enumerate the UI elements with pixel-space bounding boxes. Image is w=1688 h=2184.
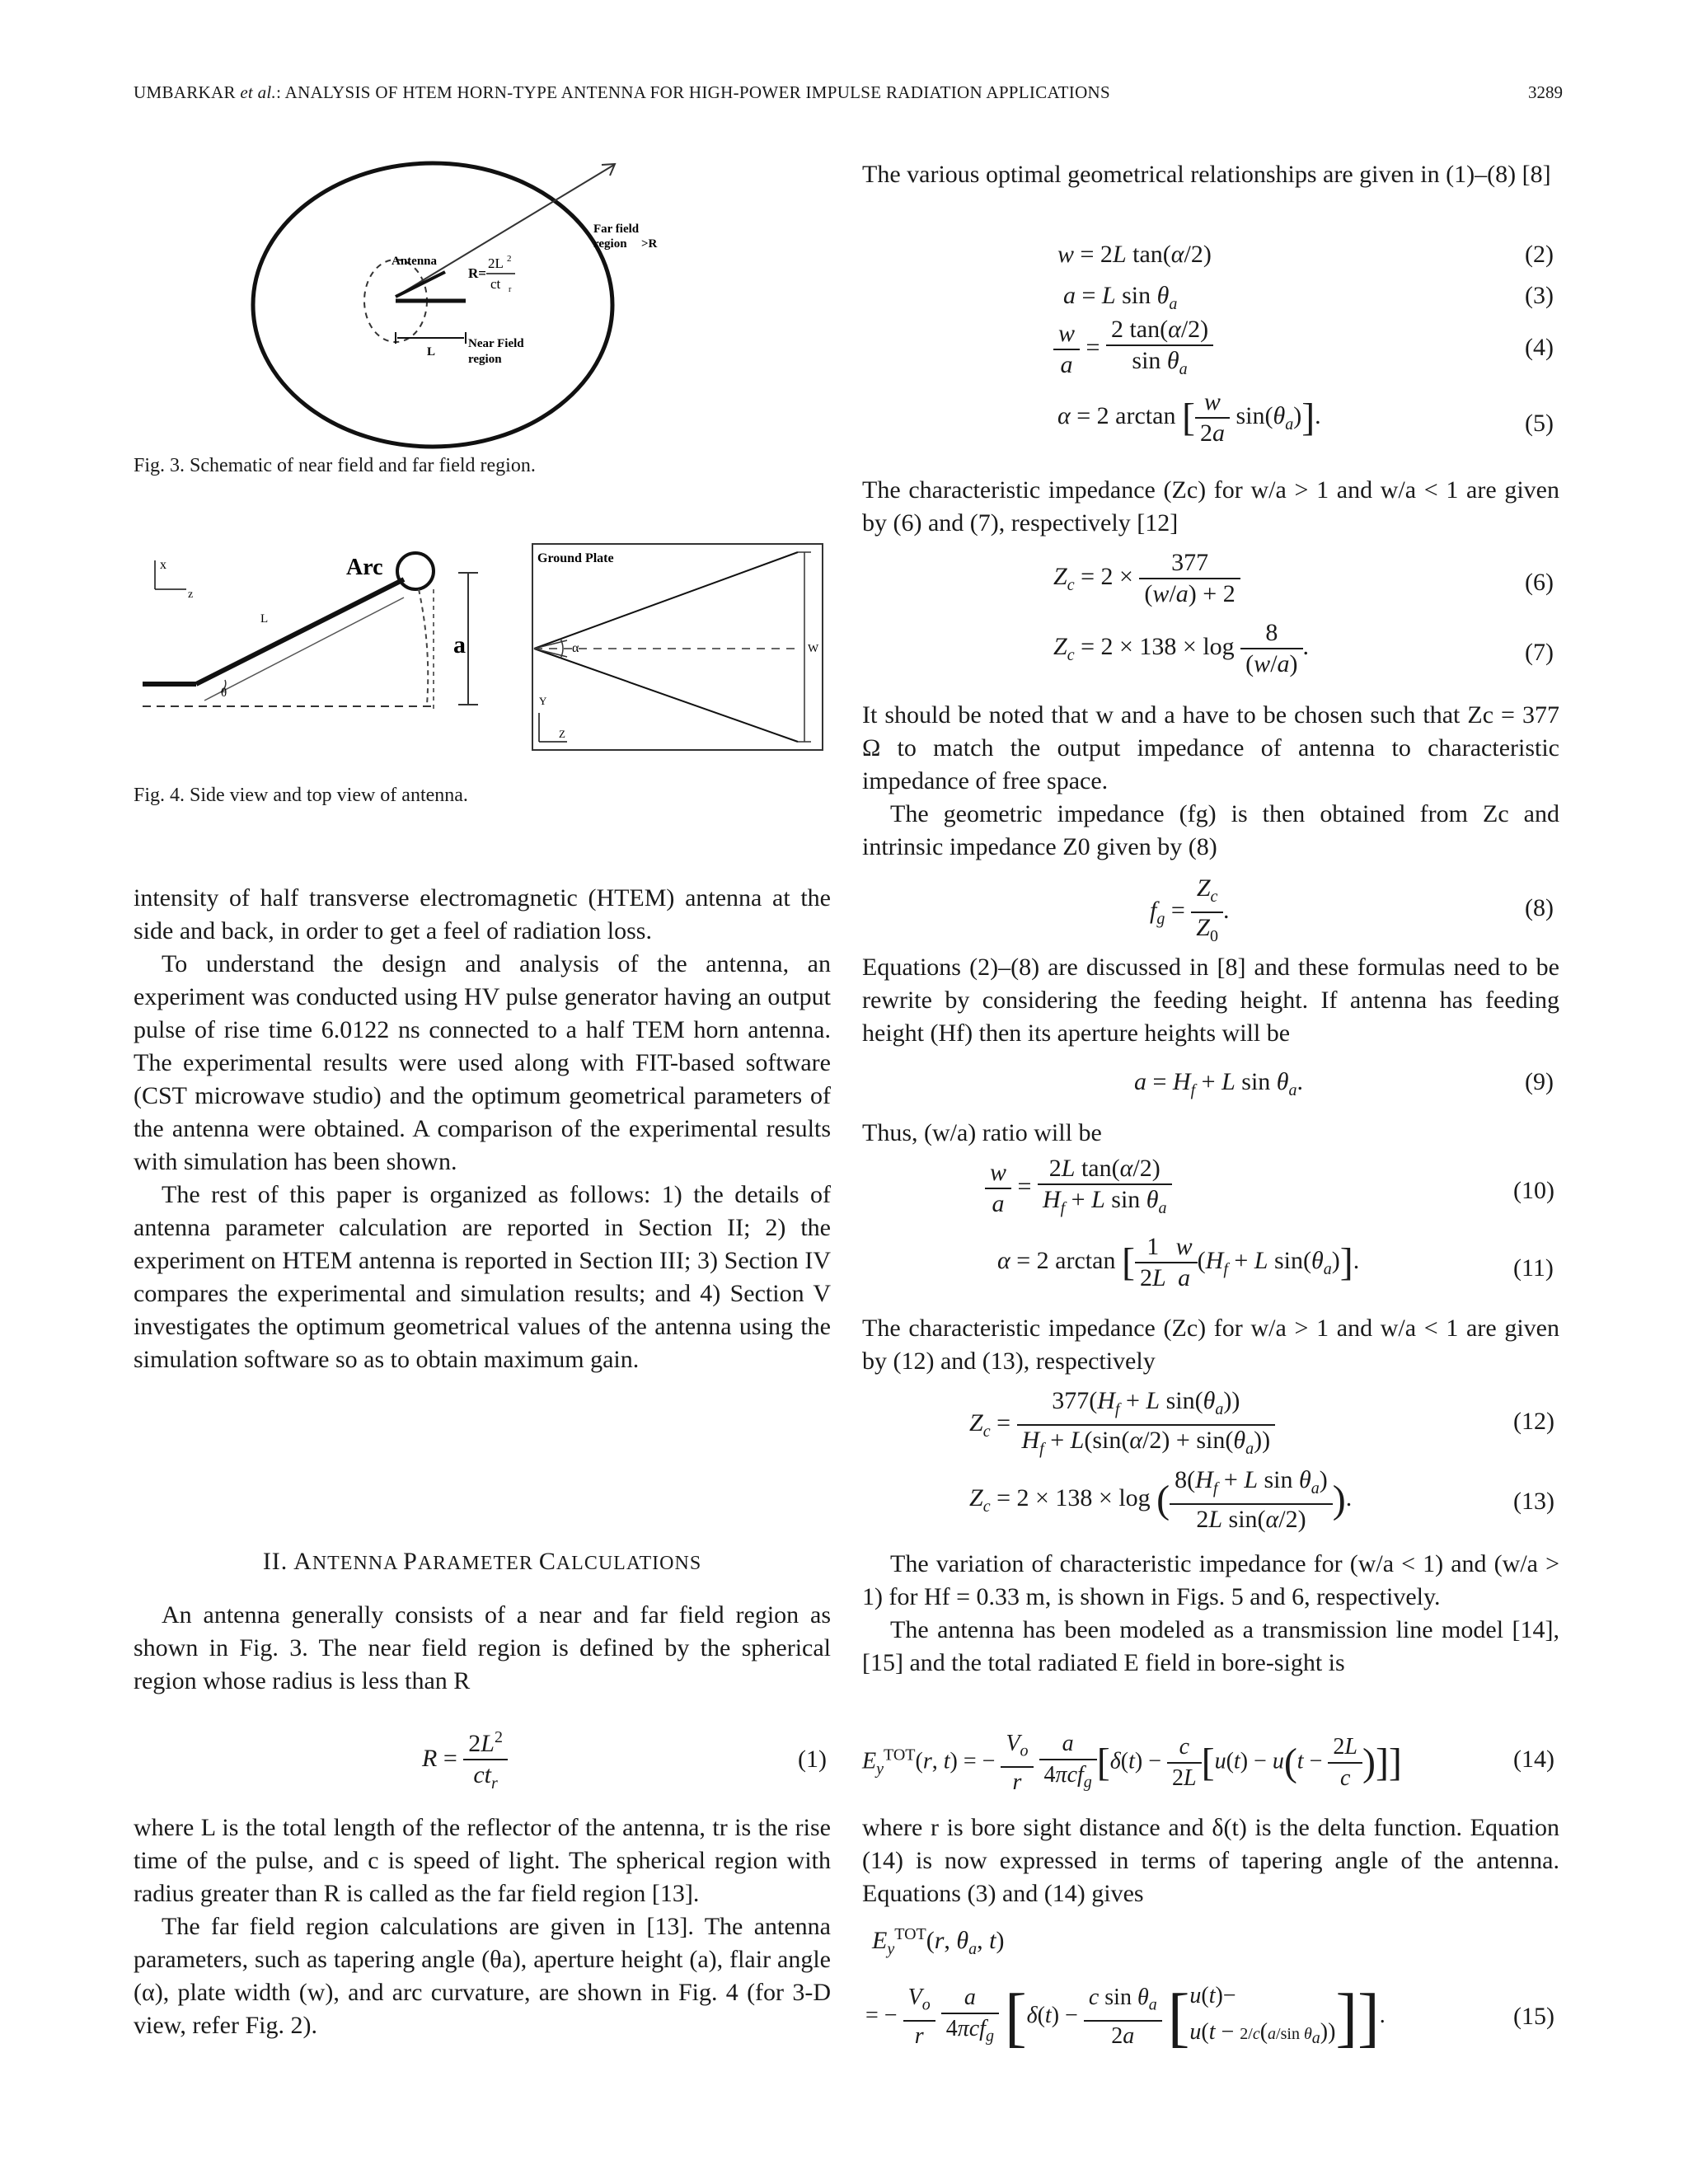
equation-9-number: (9): [1525, 1068, 1554, 1095]
equation-14-number: (14): [1513, 1746, 1554, 1773]
equation-15-number: (15): [1513, 2003, 1554, 2030]
label-R-eq: R=: [468, 265, 486, 281]
label-near-region: region: [468, 353, 502, 366]
paragraph-377-ohm: It should be noted that w and a have to be chosen such that Zc = 377 Ω to match the output impedance of antenna to characteristic impedance of free space.: [862, 701, 1559, 794]
label-ctr: ct: [490, 276, 501, 292]
paragraph-organization: The rest of this paper is organized as follows: 1) the details of antenna parameter calculation are reported in Section II; 2) the experiment on HTEM antenna is reported in Section III; 3) Section IV compares the experimental and simulation results; and 4) Section V investigates the optimum geometrical values of the antenna using the simulation software so as to obtain maximum gain.: [134, 1181, 831, 1373]
equation-12-number: (12): [1513, 1408, 1554, 1435]
label-alpha: α: [572, 641, 579, 655]
svg-text:r: r: [509, 285, 512, 294]
equation-7-number: (7): [1525, 639, 1554, 666]
equation-8: $f_g$ = $\frac{Z_c}{Z_0}$ .: [1150, 874, 1230, 945]
section-number: II.: [262, 1548, 294, 1575]
equation-10: $\frac{w}{a}$ = $\frac{\text{2L tan(α/2)}}{H_f + L \sin \theta_a}$: [985, 1154, 1172, 1223]
section-heading-II: [134, 1548, 831, 1576]
equation-3: a = L $\sin \theta_a$: [1063, 282, 1178, 313]
equation-10-number: (10): [1513, 1177, 1554, 1204]
equation-5-number: (5): [1525, 410, 1554, 437]
label-2L2: 2L: [488, 255, 504, 271]
section-word-ntenna: NTENNA: [312, 1553, 404, 1574]
equation-4-number: (4): [1525, 334, 1554, 361]
label-Z: Z: [559, 728, 565, 740]
label-ground-plate: Ground Plate: [537, 551, 614, 565]
figure-4: [138, 540, 831, 762]
label-arc: Arc: [346, 555, 383, 580]
svg-text:2: 2: [507, 254, 512, 264]
equation-15: = − $\frac{V_o}{r}$ $\frac{a}{4\pi cf_g}$ [δ(t) − $\frac{c \sin \theta_a}{2a}$ [u(t)− u(t − 2/c(a/sin $\theta_a$))]].: [865, 1980, 1386, 2054]
running-head-title: : ANALYSIS OF HTEM HORN-TYPE ANTENNA FOR HIGH-POWER IMPULSE RADIATION APPLICATIONS: [276, 82, 1110, 102]
left-column-lower: [134, 1811, 831, 2042]
equation-1-number: (1): [798, 1746, 827, 1773]
equation-4: $\frac{w}{a}$ = $\frac{2 \tan(\alpha/2)}{\sin \theta_a}$: [1053, 315, 1213, 384]
paragraph-ratio: Thus, (w/a) ratio will be: [862, 1119, 1102, 1146]
page-number: 3289: [1528, 82, 1563, 102]
paragraph-bore-sight: where r is bore sight distance and δ(t) is the delta function. Equation (14) is now expressed in terms of tapering angle of the antenna. Equations (3) and (14) gives: [862, 1814, 1559, 1907]
equation-1: R = $\frac{2L^2}{ct_r}$: [422, 1722, 508, 1798]
paragraph-char-impedance: The characteristic impedance (Zc) for w/a > 1 and w/a < 1 are given by (6) and (7), respectively [12]: [862, 476, 1559, 537]
label-Y: Y: [539, 695, 547, 707]
paragraph-variation: The variation of characteristic impedance for (w/a < 1) and (w/a > 1) for Hf = 0.33 m, is shown in Figs. 5 and 6, respectively.: [862, 1550, 1559, 1610]
figure-4-caption: Fig. 4. Side view and top view of antenna.: [134, 785, 468, 806]
equation-15-lhs: $E_y^{TOT}(r$, $\theta_a$, t): [872, 1925, 1005, 1958]
equation-7: $Z_c = 2 \times 138 \times \log$ $\frac{8}{(w/a)}$ .: [1053, 619, 1310, 677]
label-x: x: [160, 558, 166, 572]
running-head-etal: et al.: [240, 82, 277, 102]
paragraph-near-far: An antenna generally consists of a near and far field region as shown in Fig. 3. The near field region is defined by the spherical region whose radius is less than R: [134, 1601, 831, 1694]
right-column-mid: [862, 699, 1559, 864]
section-letter-P: P: [403, 1548, 418, 1575]
paragraph-geometric-impedance: The geometric impedance (fg) is then obtained from Zc and intrinsic impedance Z0 given by (8): [862, 800, 1559, 860]
section-word-arameter: ARAMETER: [417, 1553, 539, 1574]
equation-8-number: (8): [1525, 894, 1554, 921]
paragraph-far-field-calc: The far field region calculations are given in [13]. The antenna parameters, such as tapering angle (θa), aperture height (a), flair angle (α), plate width (w), and arc curvature, are shown in Fig. 4 (for 3-D view, refer Fig. 2).: [134, 1913, 831, 2039]
section-letter-C: C: [538, 1548, 556, 1575]
equation-3-number: (3): [1525, 282, 1554, 309]
figure-3-caption: Fig. 3. Schematic of near field and far field region.: [134, 455, 536, 476]
equation-11-number: (11): [1513, 1254, 1554, 1282]
label-gt-R: >R: [641, 237, 658, 251]
equation-13-number: (13): [1513, 1488, 1554, 1515]
equation-6: $Z_c = 2$ × $\frac{377}{(w/a) + 2}$: [1053, 548, 1240, 609]
paragraph-optimal-relations: The various optimal geometrical relationships are given in (1)–(8) [8]: [862, 161, 1551, 188]
running-head: [134, 82, 1110, 103]
equation-2-number: (2): [1525, 241, 1554, 268]
equation-5: α = 2 arctan [ $\frac{w}{2a}$ $\sin(\theta_a)$].: [1057, 388, 1321, 447]
equation-14: $E_y^{TOT}(r$, t) = − $\frac{V_o}{r}$ $\frac{a}{4\pi cf_g}$ [δ(t) − $\frac{c}{2L}$ [u(t) − u(t − $\frac{2L}{c}$ )]]: [862, 1731, 1402, 1795]
left-column-upper: [134, 882, 831, 1376]
label-W: W: [808, 643, 819, 655]
label-L: L: [427, 345, 436, 359]
label-antenna: Antenna: [392, 255, 438, 268]
label-near-field: Near Field: [468, 337, 524, 350]
figure-3-schematic: [247, 152, 709, 457]
equation-13: $Z_c = 2 \times 138 \times \log$ ( $\frac{8(H_f + L \sin \theta_a)}{\text{2L sin(α/2)}}$ ).: [969, 1466, 1353, 1533]
paragraph-experiment: To understand the design and analysis of the antenna, an experiment was conducted using HV pulse generator having an output pulse of rise time 6.0122 ns connected to a half TEM horn antenna. The experimental results were used along with FIT-based software (CST microwave studio) and the optimum geometrical parameters of the antenna were obtained. A comparison of the experimental results with simulation has been shown.: [134, 950, 831, 1175]
paragraph-transmission-line: The antenna has been modeled as a transmission line model [14], [15] and the total radiated E field in bore-sight is: [862, 1616, 1559, 1676]
running-head-authors: UMBARKAR: [134, 82, 241, 102]
label-L-side: L: [260, 612, 269, 626]
label-z: z: [188, 588, 194, 601]
figure-4-side-top-view: [138, 540, 831, 762]
paragraph-feeding-height: Equations (2)–(8) are discussed in [8] and these formulas need to be rewrite by considering the feeding height. If antenna has feeding height (Hf) then its aperture heights will be: [862, 954, 1559, 1047]
equation-11: α = 2 arctan [ $\frac{1}{2L}$ $\frac{w}{a}$ ($H_f + L$ $\sin(\theta_a)$].: [997, 1233, 1360, 1291]
paragraph-htem-intensity: intensity of half transverse electromagnetic (HTEM) antenna at the side and back, in order to get a feel of radiation loss.: [134, 884, 831, 944]
equation-2: w = 2L tan(α/2): [1057, 241, 1212, 268]
paragraph-where-L: where L is the total length of the reflector of the antenna, tr is the rise time of the pulse, and c is speed of light. The spherical region with radius greater than R is called as the far field region [13].: [134, 1814, 831, 1907]
section-word-alculations: ALCULATIONS: [556, 1553, 702, 1574]
equation-9: $a = H_f + L$ $\sin \theta_a$.: [1134, 1068, 1304, 1099]
equation-6-number: (6): [1525, 569, 1554, 596]
paragraph-char-impedance-2: The characteristic impedance (Zc) for w/a > 1 and w/a < 1 are given by (12) and (13), respectively: [862, 1315, 1559, 1375]
right-column-lower: [862, 1548, 1559, 1680]
label-far-field: Far field: [593, 223, 640, 236]
label-theta: θ: [221, 687, 227, 700]
figure-3: [247, 152, 709, 457]
label-far-region: region: [593, 237, 627, 251]
equation-12: $Z_c$ = $\frac{377(H_f + L \sin(\theta_a))}{H_f + L(\sin(\alpha/2) + \sin(\theta_a))}$: [969, 1386, 1275, 1464]
section-letter-A: A: [293, 1548, 312, 1575]
label-a: a: [453, 631, 466, 658]
left-column-section: [134, 1599, 831, 1698]
